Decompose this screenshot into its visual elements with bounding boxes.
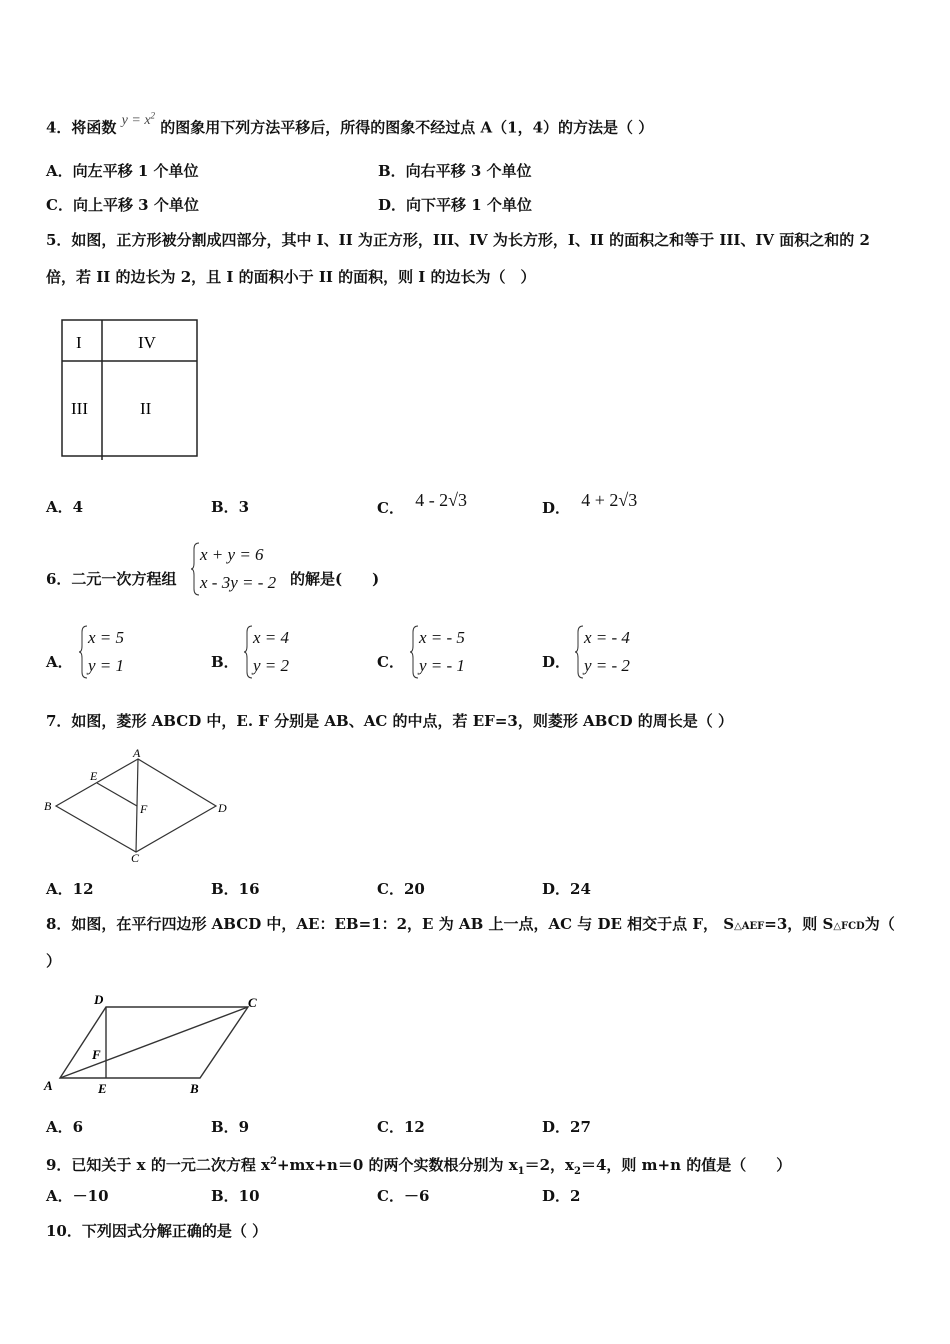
q5-option-c[interactable]: C． 4 - 2√3 — [377, 490, 468, 517]
q10-stem: 10．下列因式分解正确的是（ ） — [46, 1222, 268, 1240]
q5-option-b[interactable]: B．3 — [211, 498, 250, 516]
q4-stem-post: 的图象用下列方法平移后，所得的图象不经过点 A（1，4）的方法是（ ） — [160, 118, 654, 137]
q6-option-c[interactable]: C． — [377, 653, 404, 671]
q6-option-c-system: x = - 5 y = - 1 — [409, 624, 489, 680]
q5-stem-line1: 5．如图，正方形被分割成四部分，其中 I、II 为正方形，III、IV 为长方形，I、II 的面积之和等于 III、IV 面积之和的 2 — [46, 231, 870, 249]
q7-label-e: E — [90, 769, 98, 783]
q4-stem-pre: 4．将函数 — [46, 118, 117, 137]
q7-segment-ef — [97, 783, 137, 806]
q4-option-c[interactable]: C．向上平移 3 个单位 — [46, 196, 199, 214]
q9-stem: 9．已知关于 x 的一元二次方程 $x^2+mx+n=0$ 的两个实数根分别为 $x_1=2$，$x_2=4$，则 m+n 的值是（ ） — [46, 1156, 792, 1177]
q8-label-e: E — [98, 1081, 107, 1096]
q8-label-d: D — [94, 992, 104, 1007]
q8-stem: 8．如图，在平行四边形 ABCD 中，AE：EB=1：2，E 为 AB 上一点，AC 与 DE 相交于点 F， S△AEF=3，则 S△FCD为（ — [46, 915, 895, 933]
q7-option-b[interactable]: B．16 — [211, 880, 260, 898]
q8-label-b: B — [190, 1081, 199, 1096]
q5-option-a[interactable]: A．4 — [46, 498, 84, 516]
q6-option-a[interactable]: A． — [46, 653, 73, 671]
q5-figure — [56, 314, 206, 464]
q8-option-d[interactable]: D．27 — [542, 1118, 591, 1136]
q7-label-d: D — [218, 801, 227, 815]
q4-option-d[interactable]: D．向下平移 1 个单位 — [378, 196, 532, 214]
q6-equation-1: x + y = 6 — [200, 545, 264, 564]
q8-label-c: C — [248, 995, 257, 1010]
q4-stem — [46, 110, 654, 140]
q6-option-d-system: x = - 4 y = - 2 — [574, 624, 654, 680]
q8-stem-line2: ） — [46, 952, 62, 970]
q6-stem-post: 的解是( ) — [290, 570, 380, 588]
q5-option-d[interactable]: D． 4 + 2√3 — [542, 490, 638, 517]
q5-label-iii: III — [71, 399, 88, 418]
q9-option-a[interactable]: A．－10 — [46, 1187, 109, 1205]
q5-label-iv: IV — [138, 333, 156, 352]
q8-option-a[interactable]: A．6 — [46, 1118, 84, 1136]
q5-option-d-value: 4 + 2√3 — [581, 490, 638, 510]
q8-label-f: F — [92, 1047, 101, 1062]
q6-option-b[interactable]: B． — [211, 653, 239, 671]
q8-figure — [40, 990, 270, 1100]
q7-option-d[interactable]: D．24 — [542, 880, 591, 898]
q9-option-b[interactable]: B．10 — [211, 1187, 260, 1205]
q8-option-b[interactable]: B．9 — [211, 1118, 250, 1136]
q7-label-c: C — [131, 851, 140, 865]
q5-label-ii: II — [140, 399, 152, 418]
q5-outer-square — [62, 320, 197, 456]
q5-stem-line2: 倍，若 II 的边长为 2，且 I 的面积小于 II 的面积，则 I 的边长为（ ） — [46, 268, 536, 286]
q4-option-a[interactable]: A．向左平移 1 个单位 — [46, 162, 199, 180]
q8-diagonal-ac — [60, 1007, 248, 1078]
q6-option-d[interactable]: D． — [542, 653, 571, 671]
q7-figure — [40, 746, 240, 866]
q7-option-c[interactable]: C．20 — [377, 880, 425, 898]
q6-equation-system — [190, 541, 290, 597]
q6-option-a-system: x = 5 y = 1 — [78, 624, 158, 680]
q7-option-a[interactable]: A．12 — [46, 880, 94, 898]
q4-function: $y = x^2$ — [121, 110, 156, 128]
q7-label-a: A — [133, 746, 141, 760]
q9-option-d[interactable]: D．2 — [542, 1187, 581, 1205]
q7-label-f: F — [140, 802, 148, 816]
q6-equation-2: x - 3y = - 2 — [200, 573, 277, 592]
q9-option-c[interactable]: C．－6 — [377, 1187, 430, 1205]
q7-label-b: B — [44, 799, 52, 813]
q4-option-b[interactable]: B．向右平移 3 个单位 — [378, 162, 532, 180]
q6-option-b-system: x = 4 y = 2 — [243, 624, 323, 680]
q8-option-c[interactable]: C．12 — [377, 1118, 425, 1136]
q6-brace — [190, 541, 200, 597]
q5-option-c-value: 4 - 2√3 — [415, 490, 468, 510]
q5-label-i: I — [76, 333, 82, 352]
q7-stem: 7．如图，菱形 ABCD 中，E. F 分别是 AB、AC 的中点，若 EF=3，则菱形 ABCD 的周长是（ ） — [46, 712, 734, 730]
q6-stem-pre: 6．二元一次方程组 — [46, 570, 177, 588]
q8-label-a: A — [44, 1078, 53, 1093]
